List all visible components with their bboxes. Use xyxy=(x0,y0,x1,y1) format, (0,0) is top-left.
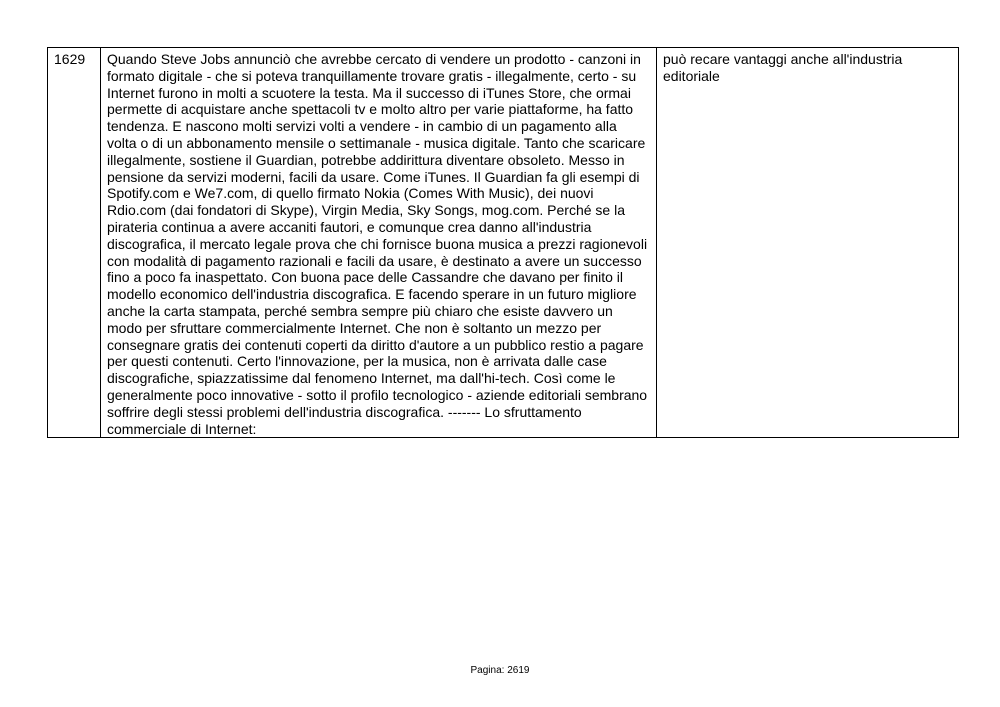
table-row xyxy=(48,48,959,438)
record-text-cell xyxy=(101,48,657,438)
record-note: può recare vantaggi anche all'industria editoriale xyxy=(663,51,903,84)
record-text: Quando Steve Jobs annunciò che avrebbe cercato di vendere un prodotto - canzoni in formato digitale - che si poteva tranquillamente trovare gratis - illegalmente, certo - su Internet furono in molti a scuotere la testa. Ma il successo di iTunes Store, che ormai permette di acquistare anche spettacoli tv e molto altro per varie piattaforme, ha fatto tendenza. E nascono molti servizi volti a vendere - in cambio di un pagamento alla volta o di un abbonamento mensile o settimanale - musica digitale. Tanto che scaricare illegalmente, sostiene il Guardian, potrebbe addirittura diventare obsoleto. Messo in pensione da servizi moderni, facili da usare. Come iTunes. Il Guardian fa gli esempi di Spotify.com e We7.com, di quello firmato Nokia (Comes With Music), dei nuovi Rdio.com (dai fondatori di Skype), Virgin Media, Sky Songs, mog.com. Perché se la pirateria continua a avere accaniti fautori, e comunque crea danno all'industria discografica, il mercato legale prova che chi fornisce buona musica a prezzi ragionevoli con modalità di pagamento razionali e facili da usare, è destinato a avere un successo fino a poco fa inaspettato. Con buona pace delle Cassandre che davano per finito il modello economico dell'industria discografica. E facendo sperare in un futuro migliore anche la carta stampata, perché sembra sempre più chiaro che esiste davvero un modo per sfruttare commercialmente Internet. Che non è soltanto un mezzo per consegnare gratis dei contenuti coperti da diritto d'autore a un pubblico restio a pagare per questi contenuti. Certo l'innovazione, per la musica, non è arrivata dalle case discografiche, spiazzatissime dal fenomeno Internet, ma dall'hi-tech. Così come le generalmente poco innovative - sotto il profilo tecnologico - aziende editoriali sembrano soffrire degli stessi problemi dell'industria discografica. ------- Lo sfruttamento commerciale di Internet: xyxy=(107,51,648,437)
record-id-cell xyxy=(48,48,101,438)
record-table xyxy=(47,47,959,438)
page-number: Pagina: 2619 xyxy=(470,665,530,676)
record-note-cell xyxy=(657,48,959,438)
record-id: 1629 xyxy=(54,51,86,67)
